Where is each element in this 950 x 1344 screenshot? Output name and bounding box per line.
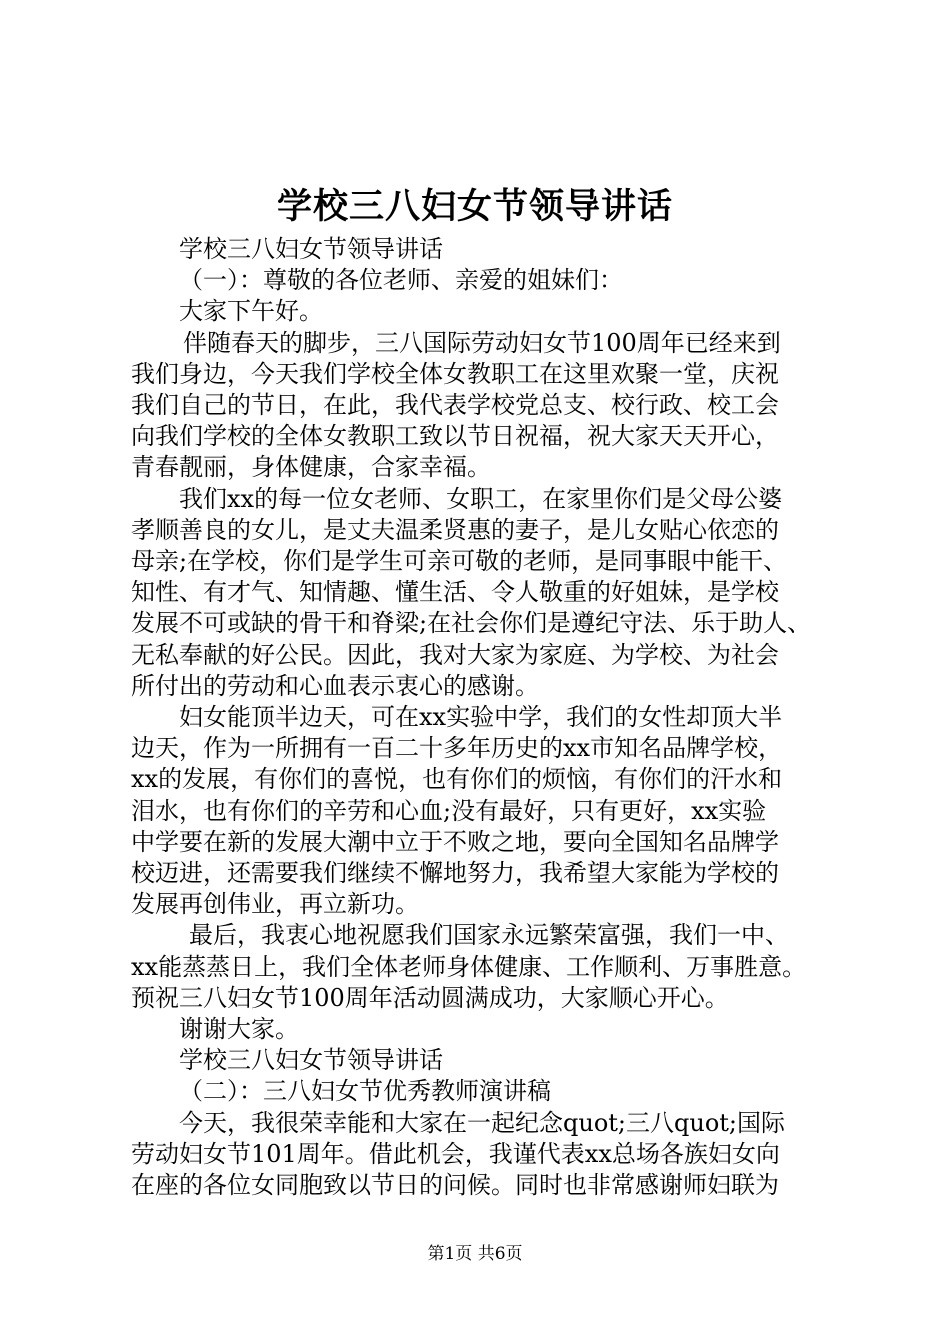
text-line: xx的发展，有你们的喜悦，也有你们的烦恼，有你们的汗水和 (131, 765, 783, 794)
text-line: 大家下午好。 (179, 297, 323, 326)
document-body (131, 234, 837, 1201)
text-line: 发展不可或缺的骨干和脊梁;在社会你们是遵纪守法、乐于助人、 (131, 609, 812, 638)
text-line: 发展再创伟业，再立新功。 (131, 890, 419, 919)
page-footer: 第1页 共6页 (427, 1244, 523, 1264)
text-line: 劳动妇女节101周年。借此机会，我谨代表xx总场各族妇女向 (131, 1139, 780, 1168)
text-line: 母亲;在学校，你们是学生可亲可敬的老师，是同事眼中能干、 (131, 547, 788, 576)
text-line: 我们自己的节日，在此，我代表学校党总支、校行政、校工会 (131, 391, 779, 420)
text-line: 无私奉献的好公民。因此，我对大家为家庭、为学校、为社会 (131, 640, 779, 669)
text-line: （一）：尊敬的各位老师、亲爱的姐妹们： (179, 266, 623, 295)
text-line: 所付出的劳动和心血表示衷心的感谢。 (131, 671, 539, 700)
text-line: 青春靓丽，身体健康，合家幸福。 (131, 453, 491, 482)
text-line: 向我们学校的全体女教职工致以节日祝福，祝大家天天开心， (131, 422, 779, 451)
text-line: 中学要在新的发展大潮中立于不败之地，要向全国知名品牌学 (131, 827, 779, 856)
text-line: 最后，我衷心地祝愿我们国家永远繁荣富强，我们一中、 (189, 921, 789, 950)
text-line: 学校三八妇女节领导讲话 (179, 1046, 443, 1075)
text-line: 今天，我很荣幸能和大家在一起纪念quot;三八quot;国际 (179, 1108, 785, 1137)
text-line: 知性、有才气、知情趣、懂生活、令人敬重的好姐妹，是学校 (131, 578, 779, 607)
text-line: 妇女能顶半边天，可在xx实验中学，我们的女性却顶大半 (179, 703, 783, 732)
text-line: 预祝三八妇女节100周年活动圆满成功，大家顺心开心。 (131, 983, 729, 1012)
text-line: 孝顺善良的女儿，是丈夫温柔贤惠的妻子，是儿女贴心依恋的 (131, 515, 779, 544)
text-line: 学校三八妇女节领导讲话 (179, 235, 443, 263)
text-line: 校迈进，还需要我们继续不懈地努力，我希望大家能为学校的 (131, 859, 779, 888)
text-line: 伴随春天的脚步，三八国际劳动妇女节100周年已经来到 (183, 328, 781, 357)
text-line: （二）：三八妇女节优秀教师演讲稿 (179, 1077, 551, 1106)
text-line: 我们身边，今天我们学校全体女教职工在这里欢聚一堂，庆祝 (131, 359, 779, 388)
text-line: 谢谢大家。 (179, 1015, 299, 1044)
text-line: xx能蒸蒸日上，我们全体老师身体健康、工作顺利、万事胜意。 (131, 952, 807, 981)
text-line: 泪水，也有你们的辛劳和心血;没有最好，只有更好，xx实验 (131, 796, 767, 825)
document-title: 学校三八妇女节领导讲话 (276, 186, 673, 227)
text-line: 我们xx的每一位女老师、女职工，在家里你们是父母公婆 (179, 484, 783, 513)
text-line: 在座的各位女同胞致以节日的问候。同时也非常感谢师妇联为 (131, 1171, 779, 1200)
text-line: 边天，作为一所拥有一百二十多年历史的xx市知名品牌学校， (131, 734, 783, 763)
